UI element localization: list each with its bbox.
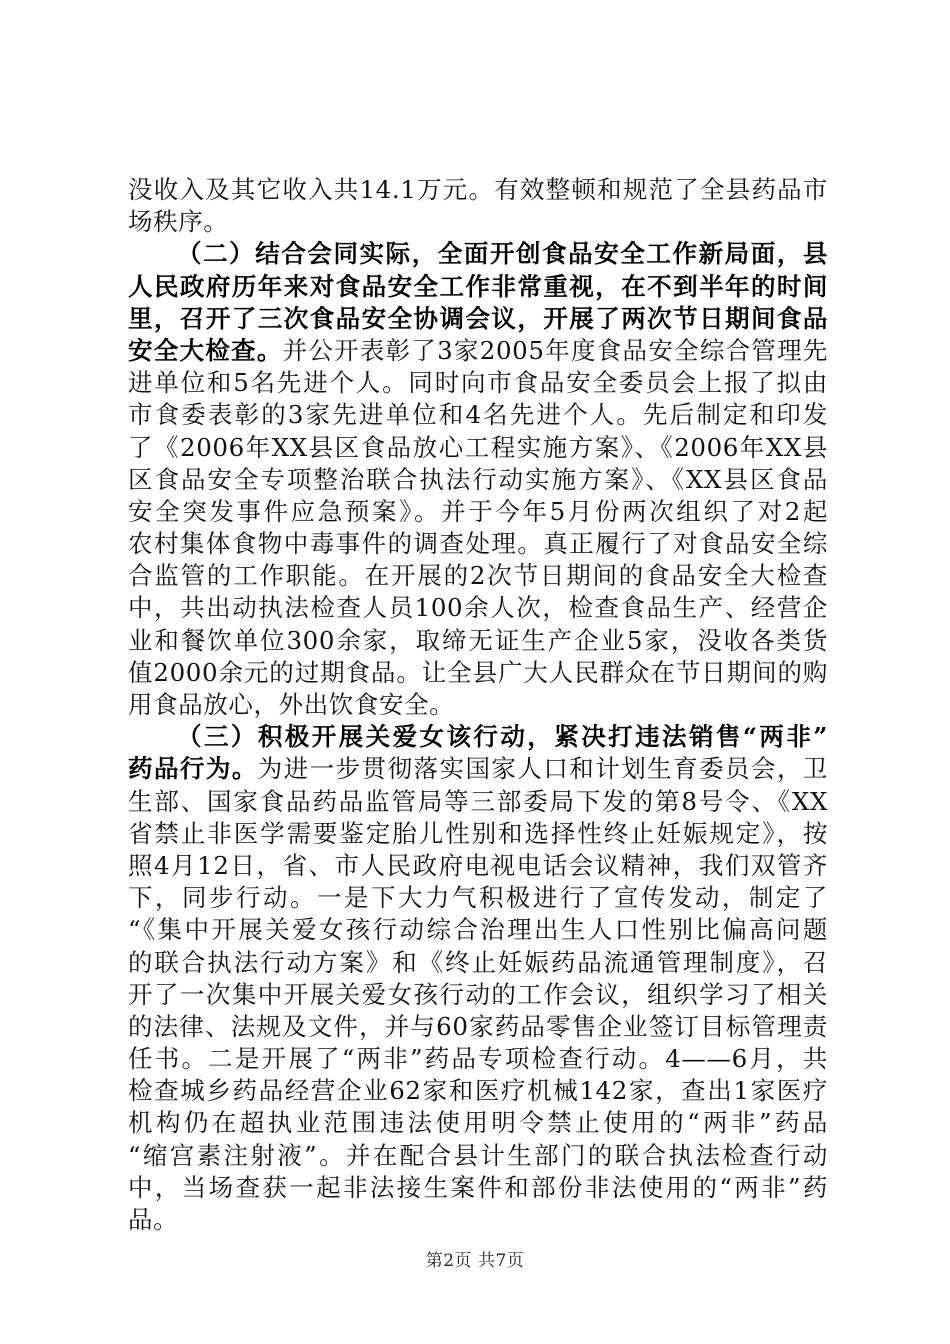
paragraph-2-line: 业和餐饮单位300余家，取缔无证生产企业5家，没收各类货 <box>128 625 828 655</box>
paragraph-2-line: 合监管的工作职能。在开展的2次节日期间的食品安全大检查 <box>128 561 828 591</box>
paragraph-3-line: 机构仍在超执业范围违法使用明令禁止使用的“两非”药品 <box>128 1108 828 1138</box>
paragraph-3-heading-end: 药品行为。 <box>128 754 258 784</box>
paragraph-1-line-1: 没收入及其它收入共14.1万元。有效整顿和规范了全县药品市 <box>128 175 828 204</box>
paragraph-3-line: “缩宫素注射液”。并在配合县计生部门的联合执法检查行动 <box>128 1140 828 1170</box>
paragraph-2-line: 进单位和5名先进个人。同时向市食品安全委员会上报了拟由 <box>128 368 828 398</box>
paragraph-2-line: 中，共出动执法检查人员100余人次，检查食品生产、经营企 <box>128 593 828 623</box>
paragraph-3-mixed-line <box>128 753 828 785</box>
paragraph-2-heading-line-1: （二）结合会同实际，全面开创食品安全工作新局面，县 <box>177 239 828 269</box>
paragraph-2-line-last: 用食品放心，外出饮食安全。 <box>128 690 455 719</box>
paragraph-2-line: 值2000余元的过期食品。让全县广大人民群众在节日期间的购 <box>128 657 828 687</box>
paragraph-2-line: 农村集体食物中毒事件的调查处理。真正履行了对食品安全综 <box>128 529 828 559</box>
paragraph-3-line: 中，当场查获一起非法接生案件和部份非法使用的“两非”药 <box>128 1172 828 1202</box>
paragraph-3-line: 的联合执法行动方案》和《终止妊娠药品流通管理制度》，召 <box>128 947 828 977</box>
paragraph-3-line: 生部、国家食品药品监管局等三部委局下发的第8号令、《XX <box>128 786 828 816</box>
page-number-footer: 第2页 共7页 <box>425 1251 525 1271</box>
paragraph-2-heading-line-2: 人民政府历年来对食品安全工作非常重视，在不到半年的时间 <box>128 271 828 301</box>
paragraph-2-text-start: 并公开表彰了3家2005年度食品安全综合管理先 <box>282 335 828 365</box>
paragraph-1-line-2: 场秩序。 <box>128 207 229 237</box>
paragraph-2-mixed-line <box>128 335 828 367</box>
paragraph-2-heading-end: 安全大检查。 <box>128 335 283 365</box>
paragraph-3-line-last: 品。 <box>128 1205 179 1234</box>
paragraph-2-heading-line-3: 里，召开了三次食品安全协调会议，开展了两次节日期间食品 <box>128 303 828 333</box>
paragraph-3-line: 的法律、法规及文件，并与60家药品零售企业签订目标管理责 <box>128 1011 828 1041</box>
paragraph-2-line: 安全突发事件应急预案》。并于今年5月份两次组织了对2起 <box>128 496 828 526</box>
paragraph-3-line: 照4月12日，省、市人民政府电视电话会议精神，我们双管齐 <box>128 850 828 880</box>
paragraph-3-line: 检查城乡药品经营企业62家和医疗机械142家，查出1家医疗 <box>128 1076 828 1106</box>
paragraph-2-line: 区食品安全专项整治联合执法行动实施方案》、《XX县区食品 <box>128 464 828 494</box>
document-body <box>128 174 828 1236</box>
paragraph-3-heading-line-1: （三）积极开展关爱女该行动，紧决打违法销售“两非” <box>177 722 828 752</box>
paragraph-3-line: 省禁止非医学需要鉴定胎儿性别和选择性终止妊娠规定》，按 <box>128 818 828 848</box>
paragraph-2-line: 了《2006年XX县区食品放心工程实施方案》、《2006年XX县 <box>128 432 828 462</box>
paragraph-3-line: 下，同步行动。一是下大力气积极进行了宣传发动，制定了 <box>128 883 828 913</box>
paragraph-3-line: 任书。二是开展了“两非”药品专项检查行动。4——6月，共 <box>128 1044 828 1074</box>
paragraph-2-line: 市食委表彰的3家先进单位和4名先进个人。先后制定和印发 <box>128 400 828 430</box>
paragraph-3-text-start: 为进一步贯彻落实国家人口和计划生育委员会，卫 <box>257 754 828 784</box>
paragraph-3-line: 开了一次集中开展关爱女孩行动的工作会议，组织学习了相关 <box>128 979 828 1009</box>
paragraph-3-line: “《集中开展关爱女孩行动综合治理出生人口性别比偏高问题 <box>128 915 828 945</box>
